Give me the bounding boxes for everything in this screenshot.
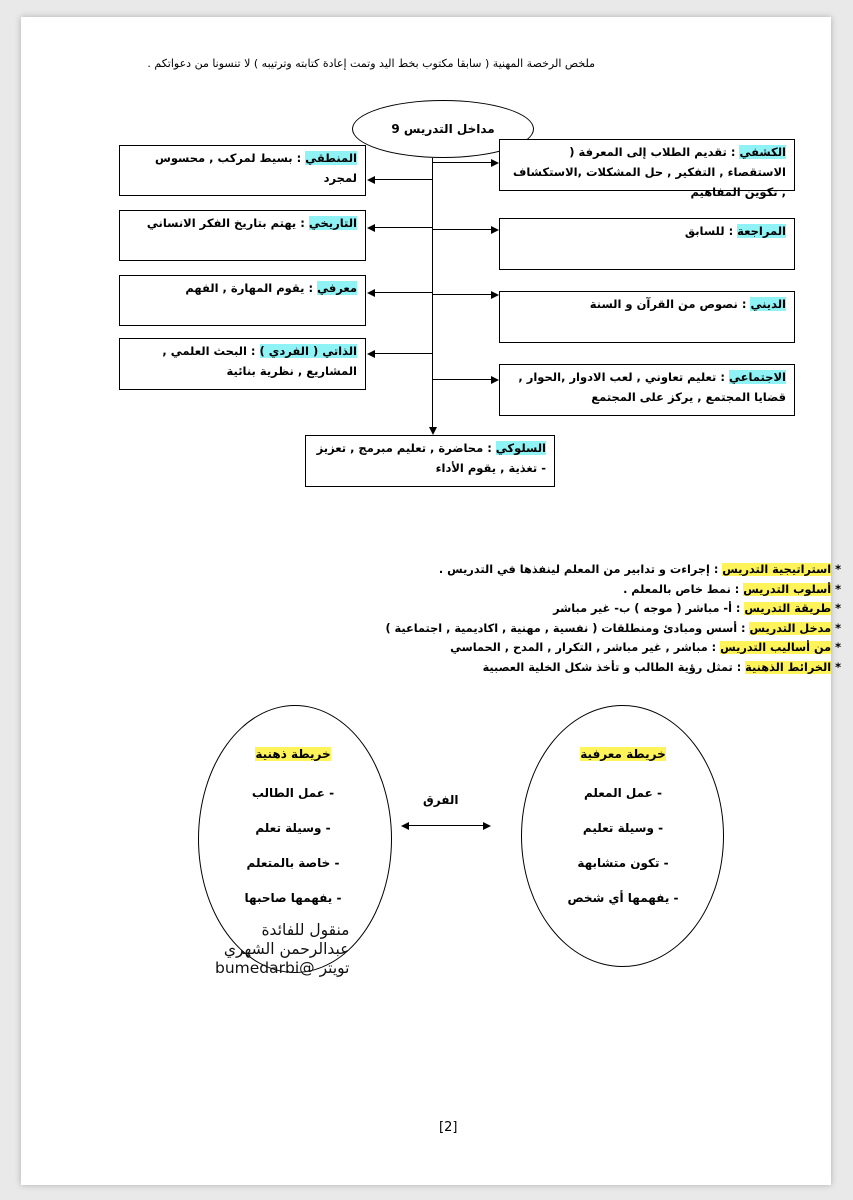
definition-text: : إجراءت و تدابير من المعلم لينفذها في التدريس . (438, 563, 723, 576)
concept-map-item: - عمل المعلم (583, 786, 663, 800)
definition-text: : تمثل رؤية الطالب و تأخذ شكل الخلية العصبية (482, 660, 746, 674)
approach-box-cognitive (119, 275, 366, 326)
connector-right-3 (432, 294, 492, 295)
approach-box-behavioral (305, 435, 555, 487)
concept-map-item: - تكون متشابهة (577, 856, 669, 870)
approach-box-religious (499, 291, 795, 343)
approach-term: التاريخي (308, 216, 357, 230)
bullet: * (835, 641, 841, 655)
connector-left-1 (373, 179, 432, 180)
definition-term: مدخل التدريس (749, 621, 832, 635)
bullet: * (835, 582, 841, 596)
bullet: * (835, 563, 841, 576)
mind-map-item: - عمل الطالب (251, 786, 335, 800)
difference-arrow-left-head (401, 822, 409, 830)
arrow-left-4 (367, 350, 375, 358)
difference-label: الفرق (423, 793, 459, 807)
definition-term: من أساليب التدريس (720, 641, 832, 655)
approach-term: الذاتي ( الفردي ) (259, 344, 357, 358)
approach-desc: : بسيط لمركب , محسوس لمجرد (154, 151, 357, 185)
approach-desc: : البحث العلمي , المشاريع , نظرية بنائية (162, 344, 357, 378)
approach-desc: : للسابق (684, 224, 738, 238)
mind-map-item: - يفهمها صاحبها (244, 891, 342, 905)
arrow-right-3 (491, 291, 499, 299)
concept-map-ellipse (521, 705, 724, 967)
approach-box-review (499, 218, 795, 270)
page-number: [2] (439, 1120, 458, 1135)
approach-box-self (119, 338, 366, 390)
connector-right-1 (432, 162, 492, 163)
definition-term: طريقة التدريس (744, 602, 832, 616)
arrow-right-4 (491, 376, 499, 384)
arrow-right-1 (491, 159, 499, 167)
bullet: * (835, 602, 841, 616)
bullet: * (835, 660, 841, 674)
intro-text: ملخص الرخصة المهنية ( سابقا مكتوب بخط اليد وتمت إعادة كتابته وترتيبه ) لا تنسونا من دعواتكم . (147, 57, 595, 70)
connector-left-4 (373, 353, 432, 354)
concept-map-item: - وسيلة تعليم (582, 821, 664, 835)
definition-text: : مباشر , غير مباشر , التكرار , المدح , الحماسي (450, 641, 721, 655)
arrow-down (429, 427, 437, 435)
diagram-title: مداخل التدريس 9 (391, 122, 495, 136)
approach-desc: : يقوم المهارة , الفهم (185, 281, 318, 295)
approach-box-historical (119, 210, 366, 261)
definitions-list (381, 560, 841, 678)
approach-box-logical (119, 145, 366, 196)
approach-box-social (499, 364, 795, 416)
diagram-trunk-line (432, 158, 433, 428)
arrow-left-2 (367, 224, 375, 232)
document-page (21, 17, 841, 1185)
definition-term: أسلوب التدريس (743, 582, 832, 596)
connector-right-2 (432, 229, 492, 230)
approach-term: الاجتماعي (728, 370, 786, 384)
definition-item (381, 560, 841, 580)
approach-desc: : تقديم الطلاب إلى المعرفة ( الاستقصاء , التفكير , حل المشكلات ,الاستكشاف , تكوين المفاهيم (513, 145, 786, 199)
bullet: * (835, 621, 841, 635)
approach-desc: : نصوص من القرآن و السنة (589, 297, 751, 311)
approach-desc: : تعليم تعاوني , لعب الادوار ,الحوار , قضايا المجتمع , يركز على المجتمع (518, 370, 786, 404)
mind-map-title-wrap (213, 747, 373, 761)
concept-map-title: خريطة معرفية (580, 747, 666, 761)
credit-line: منقول للفائدة (261, 921, 350, 939)
definition-text: : نمط خاص بالمعلم . (623, 582, 744, 596)
approach-term: الكشفي (739, 145, 786, 159)
definition-term: استراتيجية التدريس (722, 563, 832, 576)
approach-term: الديني (750, 297, 786, 311)
definition-item (381, 619, 841, 639)
approach-term: المنطقي (305, 151, 357, 165)
arrow-left-1 (367, 176, 375, 184)
mind-map-item: - وسيلة تعلم (255, 821, 331, 835)
approach-desc: : يهتم بتاريخ الفكر الانساني (146, 216, 309, 230)
connector-left-3 (373, 292, 432, 293)
connector-right-4 (432, 379, 492, 380)
definition-item (381, 658, 841, 678)
approach-term: المراجعة (737, 224, 786, 238)
concept-map-item: - يفهمها أي شخص (567, 891, 679, 905)
connector-left-2 (373, 227, 432, 228)
definition-item (381, 599, 841, 619)
arrow-right-2 (491, 226, 499, 234)
credit-note (215, 921, 349, 978)
credit-line: تويتر @bumedarbi (215, 959, 350, 977)
definition-text: : أ- مباشر ( موجه ) ب- غير مباشر (553, 602, 745, 616)
credit-line: عبدالرحمن الشهري (223, 940, 350, 958)
definition-item (381, 580, 841, 600)
definition-term: الخرائط الذهنية (745, 660, 832, 674)
mind-map-item: - خاصة بالمتعلم (246, 856, 340, 870)
approach-term: معرفي (317, 281, 357, 295)
arrow-left-3 (367, 289, 375, 297)
concept-map-title-wrap (543, 747, 703, 761)
approach-desc: : محاضرة , تعليم مبرمج , تعزيز - تغذية , يقوم الأداء (316, 441, 546, 475)
definition-item (381, 638, 841, 658)
difference-arrow-right-head (483, 822, 491, 830)
approach-term: السلوكي (495, 441, 546, 455)
mind-map-title: خريطة ذهنية (255, 747, 331, 761)
definition-text: : أسس ومبادئ ومنطلقات ( نفسية , مهنية , اكاديمية , اجتماعية ) (385, 621, 750, 635)
approach-box-discovery (499, 139, 795, 199)
difference-arrow-line (406, 825, 486, 826)
